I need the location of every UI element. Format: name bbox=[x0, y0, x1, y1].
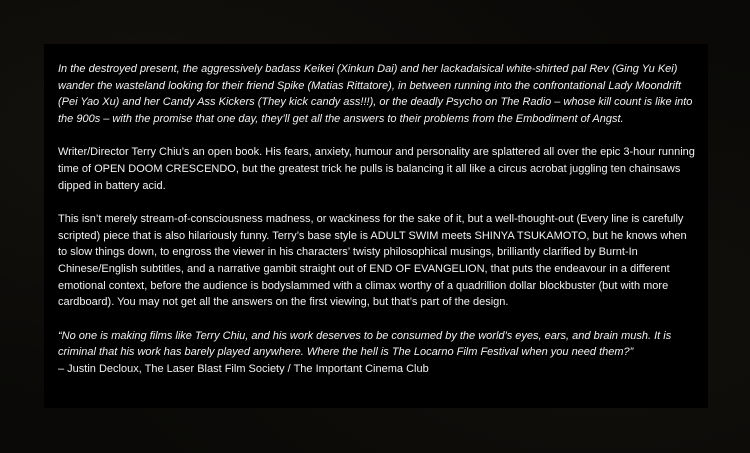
article-body bbox=[58, 61, 698, 395]
style-paragraph: This isn’t merely stream-of-consciousness madness, or wackiness for the sake of it, but a well-thought-out (Every line is carefully scripted) piece that is also hilariously funny. Terry’s base style is ADULT SWIM meets SHINYA TSUKAMOTO, but he knows when to slow things down, to engross the viewer in his characters’ twisty philosophical musings, brilliantly clarified by Burnt-In Chinese/English subtitles, and a narrative gambit straight out of END OF EVANGELION, that puts the endeavour in a different emotional context, before the audience is bodyslammed with a climax worthy of a quadrillion dollar blockbuster (but with more cardboard). You may not get all the answers on the first viewing, but that’s part of the design. bbox=[58, 213, 687, 309]
quote-attribution: – Justin Decloux, The Laser Blast Film Society / The Important Cinema Club bbox=[58, 362, 429, 375]
pull-quote bbox=[58, 328, 698, 378]
synopsis-paragraph: In the destroyed present, the aggressively badass Keikei (Xinkun Dai) and her lackadaisical white-shirted pal Rev (Ging Yu Kei) wander the wasteland looking for their friend Spike (Matias Rittatore), in between running into the confrontational Lady Moondrift (Pei Yao Xu) and her Candy Ass Kickers (They kick candy ass!!!), or the deadly Psycho on The Radio – whose kill count is like into the 900s – with the promise that one day, they’ll get all the answers to their problems from the Embodiment of Angst. bbox=[58, 63, 693, 125]
quote-text: “No one is making films like Terry Chiu, and his work deserves to be consumed by the world’s eyes, ears, and brain mush. It is criminal that his work has barely played anywhere. Where the hell is The Locarno Film Festival when you need them?” bbox=[58, 329, 672, 359]
director-paragraph: Writer/Director Terry Chiu’s an open book. His fears, anxiety, humour and personality are splattered all over the epic 3-hour running time of OPEN DOOM CRESCENDO, but the greatest trick he pulls is balancing it all like a circus acrobat juggling ten chainsaws dipped in battery acid. bbox=[58, 146, 695, 192]
